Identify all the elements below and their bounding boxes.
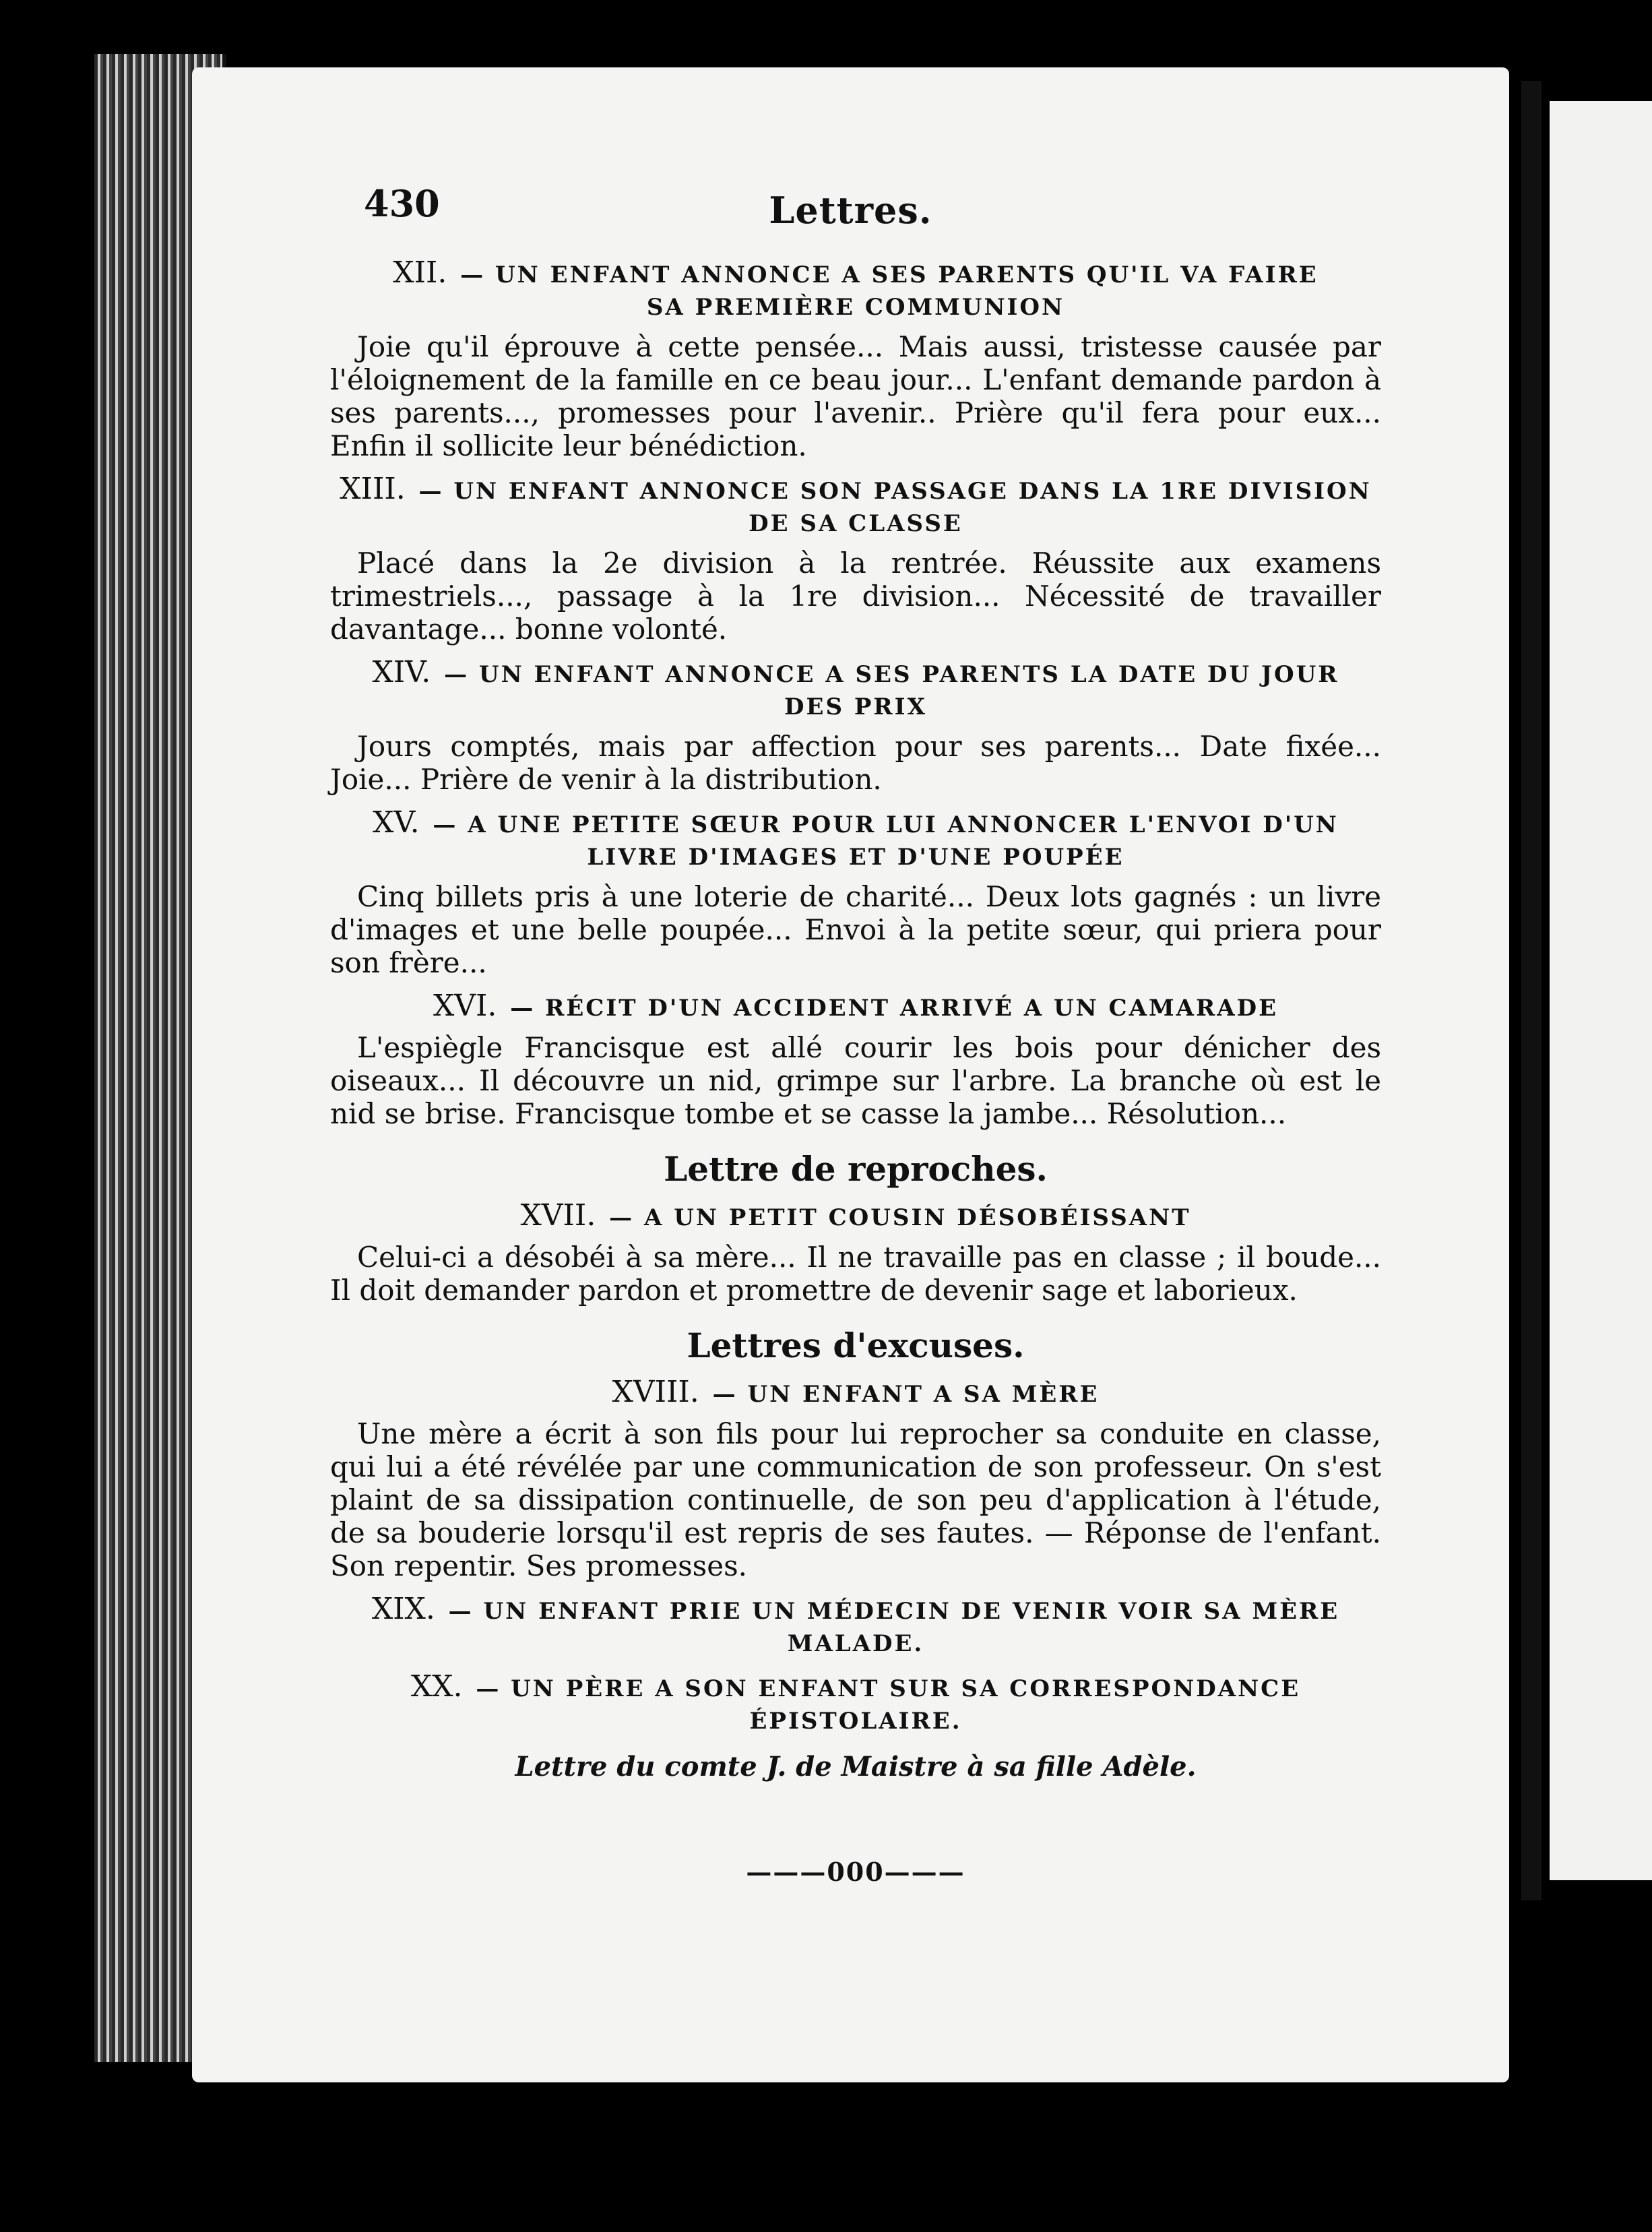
entry-text: L'espiègle Francisque est allé courir les bois pour dénicher des oiseaux... Il découvre un nid, grimpe sur l'arbre. La branche où est le nid se brise. Francisque tombe et se casse la jambe... Résolution... — [330, 1031, 1381, 1130]
entry-heading — [330, 1593, 1381, 1660]
entry-title-cont: SA PREMIÈRE COMMUNION — [646, 294, 1065, 321]
book-gutter — [1521, 81, 1542, 1900]
running-head: Lettres. — [769, 189, 932, 232]
entry-heading — [330, 1376, 1381, 1410]
entry-number: XVI. — [433, 989, 497, 1023]
entry-number: XVIII. — [612, 1375, 699, 1409]
page-number: 430 — [364, 182, 440, 225]
page-content — [330, 246, 1381, 1887]
entry-text: Une mère a écrit à son fils pour lui reprocher sa conduite en classe, qui lui a été révélée par une communication de son professeur. On s'est plaint de sa dissipation continuelle, de son peu d'application à l'étude, de sa bouderie lorsqu'il est repris de ses fautes. — Réponse de l'enfant. Son repentir. Ses promesses. — [330, 1417, 1381, 1582]
facing-page — [1550, 101, 1652, 1880]
entry-heading — [330, 1200, 1381, 1234]
entry-title: — A UNE PETITE SŒUR POUR LUI ANNONCER L'ENVOI D'UN — [433, 811, 1339, 838]
end-ornament: ———000——— — [746, 1857, 965, 1887]
entry-number: XVII. — [520, 1198, 596, 1233]
entry-heading — [330, 990, 1381, 1024]
entry-number: XIX. — [371, 1592, 435, 1626]
entry-number: XII. — [393, 255, 447, 290]
entry-title: — UN ENFANT A SA MÈRE — [712, 1381, 1100, 1408]
section-title-excuses: Lettres d'excuses. — [687, 1326, 1025, 1365]
entry-title: — UN ENFANT ANNONCE SON PASSAGE DANS LA 1RE DIVISION — [418, 478, 1372, 505]
entry-text: Jours comptés, mais par affection pour ses parents... Date fixée... Joie... Prière de venir à la distribution. — [330, 730, 1381, 796]
entry-text: Celui-ci a désobéi à sa mère... Il ne travaille pas en classe ; il boude... Il doit demander pardon et promettre de devenir sage et laborieux. — [330, 1241, 1381, 1307]
entry-number: XV. — [373, 805, 420, 840]
entry-heading — [330, 1671, 1381, 1737]
entry-title-cont: LIVRE D'IMAGES ET D'UNE POUPÉE — [587, 844, 1124, 871]
entry-title-cont: DES PRIX — [784, 693, 927, 720]
entry-heading — [330, 473, 1381, 540]
entry-text: Joie qu'il éprouve à cette pensée... Mais aussi, tristesse causée par l'éloignement de la famille en ce beau jour... L'enfant demande pardon à ses parents..., promesses pour l'avenir.. Prière qu'il fera pour eux... Enfin il sollicite leur bénédiction. — [330, 330, 1381, 462]
entry-number: XIII. — [340, 472, 406, 506]
entry-title: — UN ENFANT ANNONCE A SES PARENTS QU'IL VA FAIRE — [460, 261, 1319, 288]
closing-italic-line: Lettre du comte J. de Maistre à sa fille Adèle. — [515, 1751, 1197, 1782]
entry-number: XX. — [410, 1669, 463, 1704]
entry-title-cont: DE SA CLASSE — [749, 510, 963, 537]
entry-title: — UN PÈRE A SON ENFANT SUR SA CORRESPONDANCE ÉPISTOLAIRE. — [476, 1675, 1301, 1735]
entry-title: — RÉCIT D'UN ACCIDENT ARRIVÉ A UN CAMARADE — [510, 995, 1279, 1022]
entry-title: — UN ENFANT ANNONCE A SES PARENTS LA DATE DU JOUR — [444, 661, 1339, 688]
entry-title: — A UN PETIT COUSIN DÉSOBÉISSANT — [609, 1204, 1191, 1231]
section-title-reproches: Lettre de reproches. — [664, 1149, 1048, 1189]
entry-number: XIV. — [372, 655, 431, 689]
entry-heading — [330, 807, 1381, 873]
entry-text: Cinq billets pris à une loterie de charité... Deux lots gagnés : un livre d'images et une belle poupée... Envoi à la petite sœur, qui priera pour son frère... — [330, 880, 1381, 979]
entry-heading — [330, 656, 1381, 723]
entry-heading — [330, 257, 1381, 323]
entry-title: — UN ENFANT PRIE UN MÉDECIN DE VENIR VOIR SA MÈRE MALADE. — [448, 1598, 1340, 1657]
book-page — [192, 67, 1509, 2082]
entry-text: Placé dans la 2e division à la rentrée. Réussite aux examens trimestriels..., passage à la 1re division... Nécessité de travailler davantage... bonne volonté. — [330, 547, 1381, 646]
